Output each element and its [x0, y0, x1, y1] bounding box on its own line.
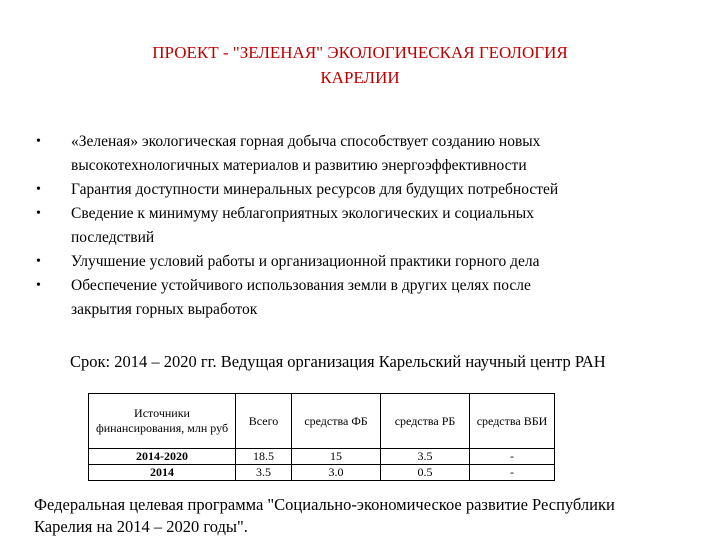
bullet-marker: •: [36, 206, 41, 221]
bullet-text: «Зеленая» экологическая горная добыча способствует созданию новых: [71, 133, 541, 150]
slide-title-line-1: ПРОЕКТ - "ЗЕЛЕНАЯ" ЭКОЛОГИЧЕСКАЯ ГЕОЛОГИЯ: [152, 43, 568, 62]
table-cell: 3.5: [236, 465, 292, 481]
table-header-cell: Источники финансирования, млн руб: [89, 394, 236, 449]
bullet-marker: •: [36, 254, 41, 269]
bullet-marker: •: [36, 278, 41, 293]
table-header-cell: средства ФБ: [292, 394, 381, 449]
table-cell: 0.5: [381, 465, 470, 481]
deadline-text: Срок: 2014 – 2020 гг. Ведущая организация Карельский научный центр РАН: [70, 352, 606, 371]
bullet-item: [36, 202, 676, 250]
table-cell: 3.0: [292, 465, 381, 481]
table-row: [89, 465, 555, 481]
table-header-cell: Всего: [236, 394, 292, 449]
bullet-marker: •: [36, 182, 41, 197]
table-header-row: [89, 394, 555, 449]
bullet-text: Улучшение условий работы и организационной практики горного дела: [71, 253, 540, 270]
bullet-text: Гарантия доступности минеральных ресурсов для будущих потребностей: [71, 181, 559, 198]
bullet-text: последствий: [71, 229, 155, 246]
slide-title-line-2: КАРЕЛИИ: [320, 68, 400, 87]
table-cell: -: [470, 449, 555, 465]
bullet-text: Сведение к минимуму неблагоприятных экологических и социальных: [71, 205, 534, 222]
table-cell: 18.5: [236, 449, 292, 465]
table-header-cell: средства ВБИ: [470, 394, 555, 449]
table-cell: 3.5: [381, 449, 470, 465]
table-row: [89, 449, 555, 465]
footer-line-1: Федеральная целевая программа "Социально-экономическое развитие Республики: [34, 495, 615, 514]
table-header-cell: средства РБ: [381, 394, 470, 449]
table-cell: 2014-2020: [89, 449, 236, 465]
bullet-marker: •: [36, 134, 41, 149]
bullet-item: [36, 130, 676, 178]
bullet-item: [36, 250, 676, 274]
financing-table: [88, 393, 555, 481]
bullet-item: [36, 178, 676, 202]
bullet-item: [36, 274, 676, 322]
bullet-text: закрытия горных выработок: [71, 301, 258, 318]
table-cell: 2014: [89, 465, 236, 481]
footer-text: [34, 494, 694, 538]
bullet-list: [36, 130, 676, 322]
bullet-text: высокотехнологичных материалов и развитию энергоэффективности: [71, 157, 527, 174]
slide-title: [40, 40, 680, 90]
footer-line-2: Карелия на 2014 – 2020 годы".: [34, 517, 248, 536]
table-cell: -: [470, 465, 555, 481]
table-cell: 15: [292, 449, 381, 465]
bullet-text: Обеспечение устойчивого использования земли в других целях после: [71, 277, 531, 294]
